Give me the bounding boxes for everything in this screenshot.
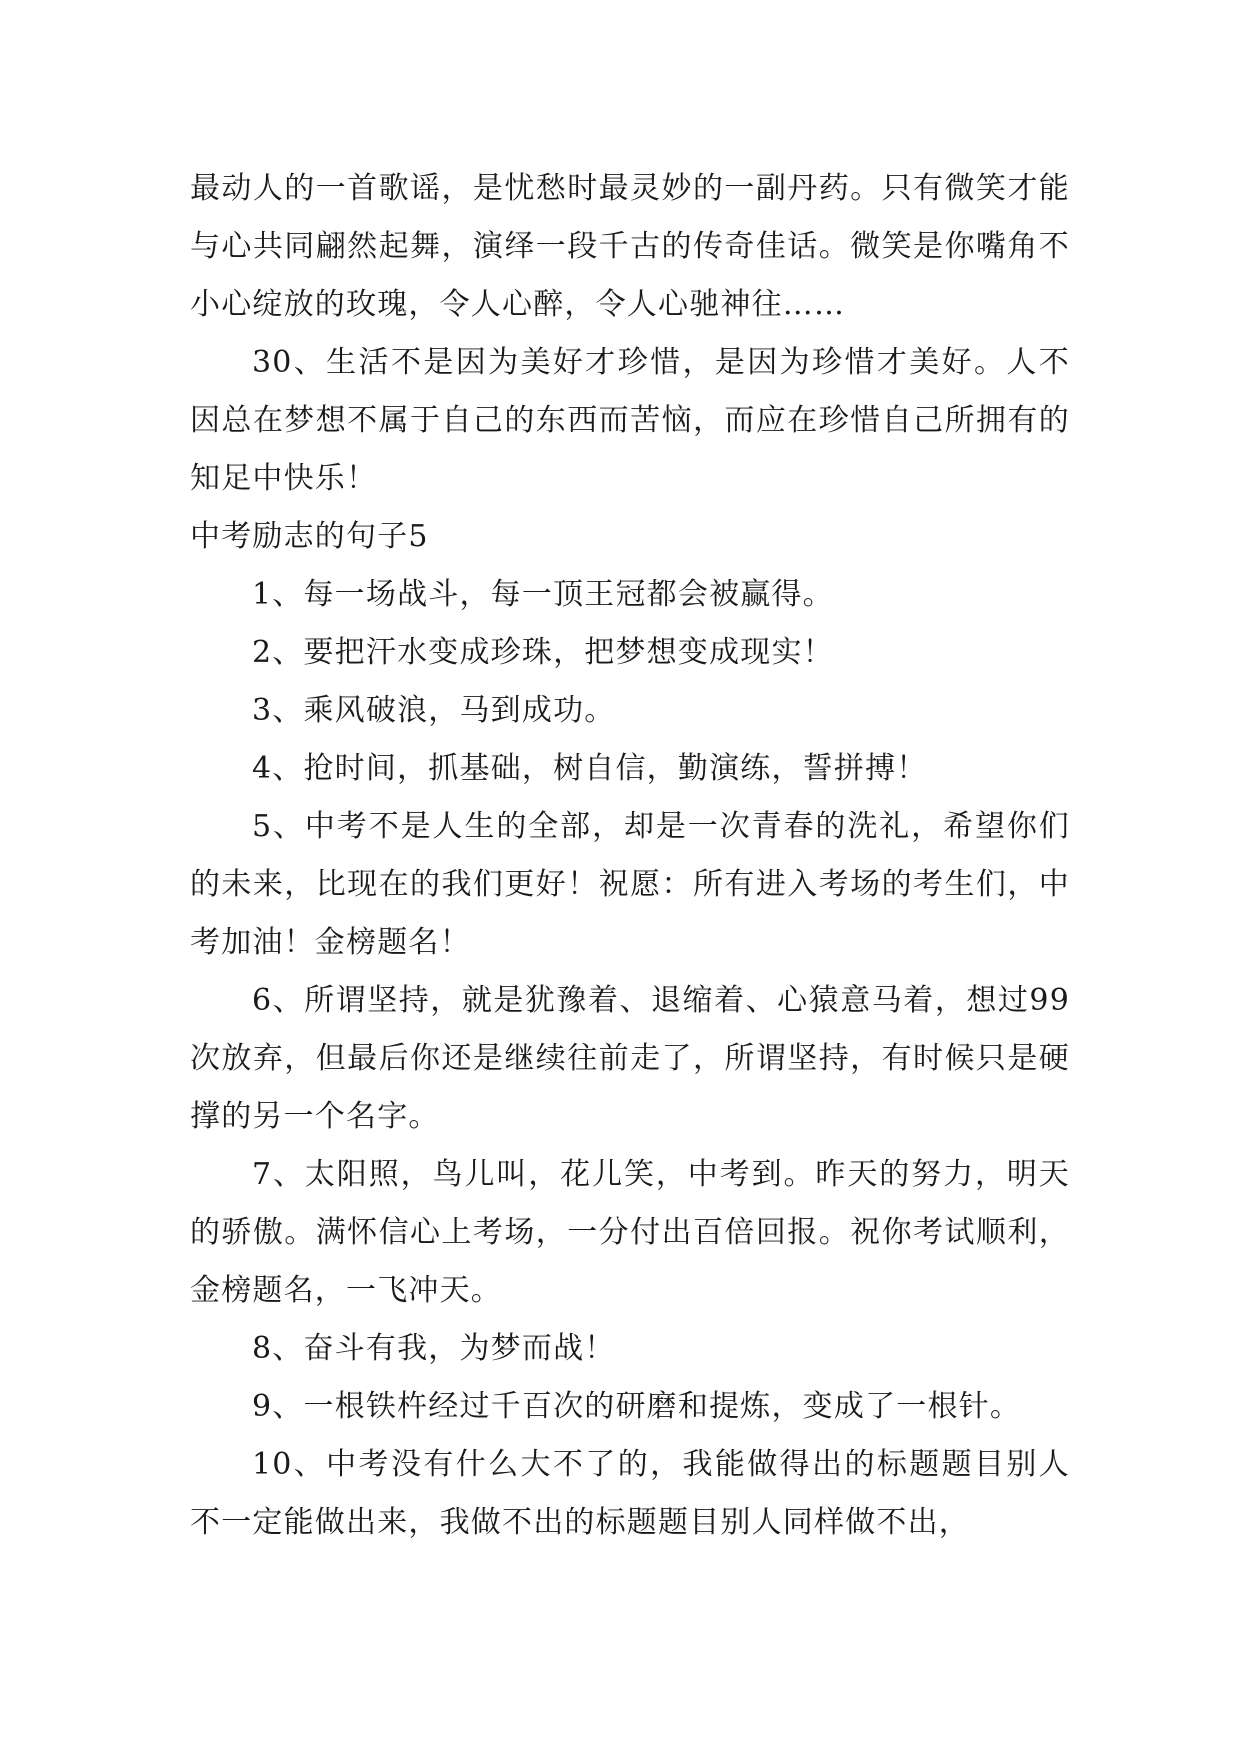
paragraph-item-5: 5、中考不是人生的全部，却是一次青春的洗礼，希望你们的未来，比现在的我们更好！祝愿：所有进入考场的考生们，中考加油！金榜题名！ (190, 809, 1070, 960)
paragraph-item-9: 9、一根铁杵经过千百次的研磨和提炼，变成了一根针。 (252, 1389, 1022, 1424)
section-heading: 中考励志的句子5 (190, 519, 429, 554)
paragraph-item-10: 10、中考没有什么大不了的，我能做得出的标题题目别人不一定能做出来，我做不出的标题题目别人同样做不出， (190, 1447, 1070, 1540)
paragraph-item-6: 6、所谓坚持，就是犹豫着、退缩着、心猿意马着，想过99次放弃，但最后你还是继续往前走了，所谓坚持，有时候只是硬撑的另一个名字。 (190, 983, 1070, 1134)
paragraph-item-4: 4、抢时间，抓基础，树自信，勤演练，誓拼搏！ (252, 751, 928, 786)
paragraph-item-8: 8、奋斗有我，为梦而战！ (252, 1331, 616, 1366)
paragraph-continuation: 最动人的一首歌谣，是忧愁时最灵妙的一副丹药。只有微笑才能与心共同翩然起舞，演绎一段千古的传奇佳话。微笑是你嘴角不小心绽放的玫瑰，令人心醉，令人心驰神往…… (190, 171, 1070, 322)
paragraph-item-1: 1、每一场战斗，每一顶王冠都会被赢得。 (252, 577, 834, 612)
paragraph-item-30: 30、生活不是因为美好才珍惜，是因为珍惜才美好。人不因总在梦想不属于自己的东西而苦恼，而应在珍惜自己所拥有的知足中快乐！ (190, 345, 1070, 496)
paragraph-item-2: 2、要把汗水变成珍珠，把梦想变成现实！ (252, 635, 834, 670)
paragraph-item-7: 7、太阳照，鸟儿叫，花儿笑，中考到。昨天的努力，明天的骄傲。满怀信心上考场，一分付出百倍回报。祝你考试顺利，金榜题名，一飞冲天。 (190, 1157, 1070, 1308)
paragraph-item-3: 3、乘风破浪，马到成功。 (252, 693, 616, 728)
document-body (190, 160, 1070, 1552)
